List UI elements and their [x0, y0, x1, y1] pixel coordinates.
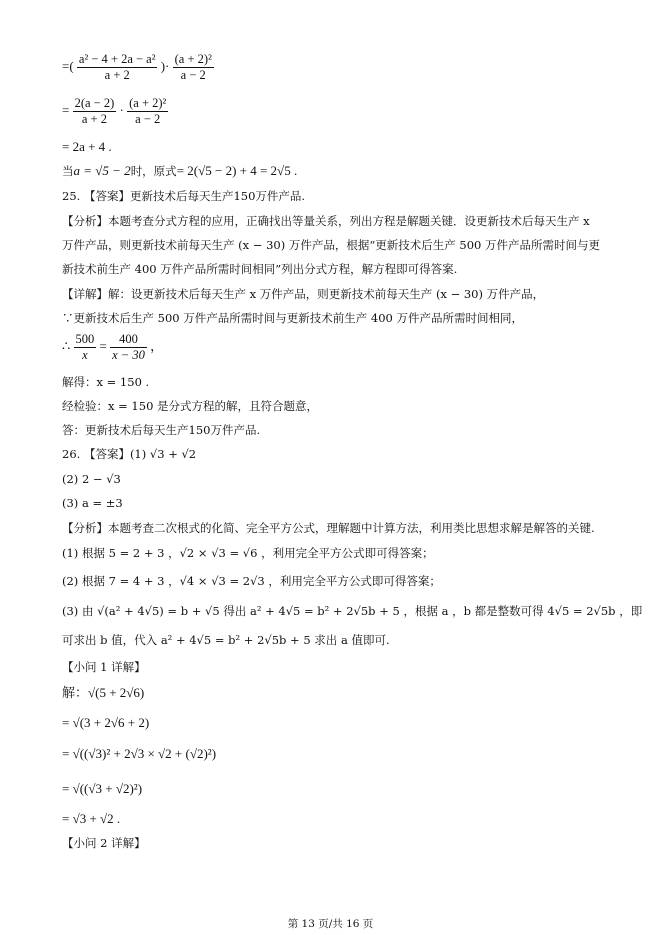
q26-analysis-4: 可求出 b 值，代入 a² + 4√5 = b² + 2√5b + 5 求出 a 值即可.	[62, 633, 390, 647]
q26-answer-3: (3) a = ±3	[62, 496, 123, 510]
fraction: $\frac{2(a - 2)}{a + 2}$	[74, 96, 115, 126]
q25-analysis-line-2: 万件产品，则更新技术前每天生产 (x − 30) 万件产品，根据“更新技术后生产 500 万件产品所需时间与更	[62, 238, 600, 252]
q26-step-2: = √(3 + 2√6 + 2)	[62, 715, 150, 730]
q26-analysis-1: (1) 根据 5 = 2 + 3 ，√2 × √3 = √6 ，利用完全平方公式即可得答案；	[62, 546, 434, 560]
q26-analysis-3: (3) 由 √(a² + 4√5) = b + √5 得出 a² + 4√5 = b² + 2√5b + 5 ，根据 a ，b 都是整数可得 4√5 = 2√5b ，即	[62, 604, 643, 618]
q26-step-5: = √3 + √2 .	[62, 811, 121, 826]
q25-answer-heading: 25. 【答案】更新技术后每天生产150万件产品.	[62, 189, 306, 203]
q25-analysis-line-3: 新技术前生产 400 万件产品所需时间相同”列出分式方程，解方程即可得答案.	[62, 262, 458, 276]
expression-line-2: = $\frac{2(a - 2)}{a + 2}$ · $\frac{\text{(a + 2)²}}{a - 2}$	[62, 96, 167, 126]
expression-line-3: = 2a + 4 .	[62, 139, 112, 154]
q26-analysis-2: (2) 根据 7 = 4 + 3 ，√4 × √3 = 2√3 ，利用完全平方公式即可得答案；	[62, 574, 441, 588]
q25-detail-line-1: 【详解】解：设更新技术后每天生产 x 万件产品，则更新技术前每天生产 (x − 30) 万件产品，	[62, 287, 545, 301]
q25-solution: 解得：x = 150 .	[62, 375, 150, 389]
q26-analysis: 【分析】本题考查二次根式的化简、完全平方公式，理解题中计算方法，利用类比思想求解是解答的关键.	[62, 521, 595, 535]
fraction: $\frac{\text{(a + 2)²}}{a - 2}$	[129, 96, 167, 126]
expression-line-1: =( $\frac{\text{a² − 4 + 2a − a²}}{a + 2}$ )· $\frac{\text{(a + 2)²}}{a - 2}$	[62, 52, 212, 82]
q26-step-3: = √((√3)² + 2√3 × √2 + (√2)²)	[62, 746, 217, 761]
q25-detail-line-2: ∵更新技术后生产 500 万件产品所需时间与更新技术前生产 400 万件产品所需时间相同，	[62, 311, 524, 325]
q26-subquestion-2-heading: 【小问 2 详解】	[62, 836, 146, 850]
q26-answer-heading: 26. 【答案】(1) √3 + √2	[62, 447, 197, 461]
q26-step-1: 解：√(5 + 2√6)	[62, 685, 145, 700]
fraction: $\frac{\text{(a + 2)²}}{a - 2}$	[174, 52, 212, 82]
page-number-footer: 第 13 页/共 16 页	[287, 918, 374, 930]
q26-subquestion-1-heading: 【小问 1 详解】	[62, 660, 146, 674]
q25-equation: ∴ $\frac{500}{x}$ = $\frac{400}{x - 30}$ ，	[62, 332, 164, 362]
fraction: $\frac{500}{x}$	[75, 332, 95, 362]
q25-final-answer: 答：更新技术后每天生产150万件产品.	[62, 423, 261, 437]
q26-answer-2: (2) 2 − √3	[62, 472, 121, 486]
q26-step-4: = √((√3 + √2)²)	[62, 781, 143, 796]
substitution-line: 当a = √5 − 2时，原式= 2(√5 − 2) + 4 = 2√5 .	[62, 163, 298, 178]
fraction: $\frac{\text{a² − 4 + 2a − a²}}{a + 2}$	[78, 52, 156, 82]
q25-check: 经检验：x = 150 是分式方程的解，且符合题意，	[62, 399, 319, 413]
fraction: $\frac{400}{x - 30}$	[112, 332, 145, 362]
q25-analysis-line-1: 【分析】本题考查分式方程的应用，正确找出等量关系，列出方程是解题关键．设更新技术后每天生产 x	[62, 214, 590, 228]
